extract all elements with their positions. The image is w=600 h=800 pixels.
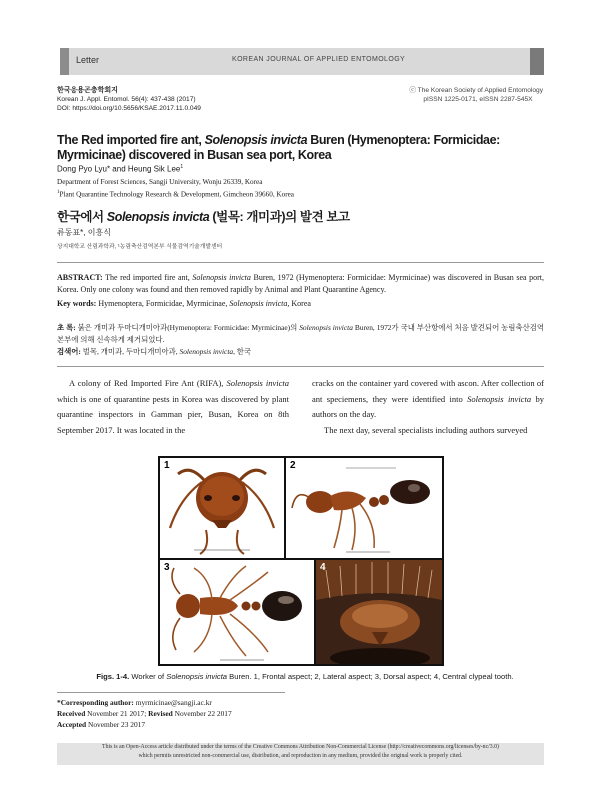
figure-panel-lateral — [286, 458, 442, 558]
affiliation-1: Department of Forest Sciences, Sangji University, Wonju 26339, Korea — [57, 178, 263, 186]
divider-footnotes — [57, 692, 285, 693]
journal-name: KOREAN JOURNAL OF APPLIED ENTOMOLOGY — [232, 56, 406, 63]
ant-frontal-image — [160, 458, 284, 558]
panel-label-1: 1 — [164, 460, 170, 471]
citation-block — [57, 86, 201, 113]
body-column-1: A colony of Red Imported Fire Ant (RIFA), Solenopsis invicta which is one of quarantine pests in Korea was discovered by plant quarantine inspectors in Gamman pier, Busan, Korea on 8th September 2017. It was located in the — [57, 378, 289, 435]
affiliations — [57, 178, 294, 199]
figure-panel-frontal — [160, 458, 284, 558]
accepted-date: Accepted November 23 2017 — [57, 720, 146, 729]
corresponding-email[interactable]: myrmicinae@sangji.ac.kr — [133, 698, 212, 707]
footnotes — [57, 697, 232, 730]
korean-affiliation: 상지대학교 산림과학과, ¹농림축산검역본부 식물검역기술개발센터 — [57, 244, 223, 250]
ant-lateral-image — [286, 458, 442, 558]
korean-abstract: 초 록: 붉은 개미과 두마디개미아과(Hymenoptera: Formicidae: Myrmicinae)의 Solenopsis invicta Buren, 1972가 국내 부산항에서 처음 발견되어 농림축산검역본부에 의해 신속하게 제거되었다. — [57, 323, 545, 344]
journal-name-kr: 한국응용곤충학회지 — [57, 87, 118, 94]
figure-panel-clypeal — [316, 560, 442, 664]
authors: Dong Pyo Lyu* and Heung Sik Lee$^1$ — [57, 164, 184, 174]
ant-clypeal-image — [316, 560, 442, 664]
divider-top — [57, 262, 544, 263]
license-line-1: This is an Open-Access article distributed under the terms of the Creative Commons Attribution Non-Commercial License (http://creativecommons.org/licenses/by-nc/3.0) — [102, 744, 499, 750]
header-band — [60, 48, 530, 75]
license-line-2: which permits unrestricted non-commercial use, distribution, and reproduction in any medium, provided the original work is properly cited. — [138, 753, 463, 759]
figure-caption: Figs. 1-4. Worker of Solenopsis invicta Buren. 1, Frontal aspect; 2, Lateral aspect; 3, Dorsal aspect; 4, Central clypeal tooth. — [96, 672, 514, 681]
divider-body — [57, 366, 544, 367]
society-block — [409, 86, 543, 104]
body-column-2: cracks on the container yard covered with ascon. After collection of ant speciemens, they were identified into Solenopsis invicta by authors on the day. The next day, several specialists including authors surveyed — [312, 378, 544, 435]
received-dates: Received November 21 2017; Revised November 22 2017 — [57, 709, 232, 718]
keywords: Key words: Hymenoptera, Formicidae, Myrmicinae, Solenopsis invicta, Korea — [57, 299, 311, 308]
article-type: Letter — [76, 55, 100, 65]
panel-label-2: 2 — [290, 460, 296, 471]
society-name: ⓒ The Korean Society of Applied Entomology — [409, 87, 543, 94]
korean-keywords: 검색어: 벌목, 개미과, 두마디개미아과, Solenopsis invicta, 한국 — [57, 347, 252, 356]
panel-label-3: 3 — [164, 562, 170, 573]
header-band-tab — [530, 48, 544, 75]
figure-panel-dorsal — [160, 560, 314, 664]
abstract: ABSTRACT: The red imported fire ant, Solenopsis invicta Buren, 1972 (Hymenoptera: Formicidae: Myrmicinae) was discovered in Busan sea port, Korea. Only one colony was found and then removed rapidly by Animal and Plant Quarantine Agency. — [57, 273, 545, 294]
issn: pISSN 1225-0171, eISSN 2287-545X — [423, 96, 533, 103]
korean-title: 한국에서 Solenopsis invicta (벌목: 개미과)의 발견 보고 — [57, 210, 350, 224]
affiliation-2: $^1$Plant Quarantine Technology Research & Development, Gimcheon 39660, Korea — [57, 189, 294, 198]
title-species: Solenopsis invicta — [204, 133, 308, 147]
panel-label-4: 4 — [320, 562, 326, 573]
article-title: The Red imported fire ant, Solenopsis invicta Buren (Hymenoptera: Formicidae: Myrmicinae) discovered in Busan sea port, Korea — [57, 133, 500, 162]
korean-authors: 류동표*, 이흥식 — [57, 228, 111, 237]
license-notice — [57, 743, 544, 765]
ant-dorsal-image — [160, 560, 314, 664]
doi-link[interactable]: DOI: https://doi.org/10.5656/KSAE.2017.11.0.049 — [57, 105, 201, 112]
header-band-accent — [60, 48, 69, 75]
citation: Korean J. Appl. Entomol. 56(4): 437-438 (2017) — [57, 96, 196, 103]
figure-plate — [158, 456, 444, 666]
corresponding-author: *Corresponding author: myrmicinae@sangji.ac.kr — [57, 698, 212, 707]
